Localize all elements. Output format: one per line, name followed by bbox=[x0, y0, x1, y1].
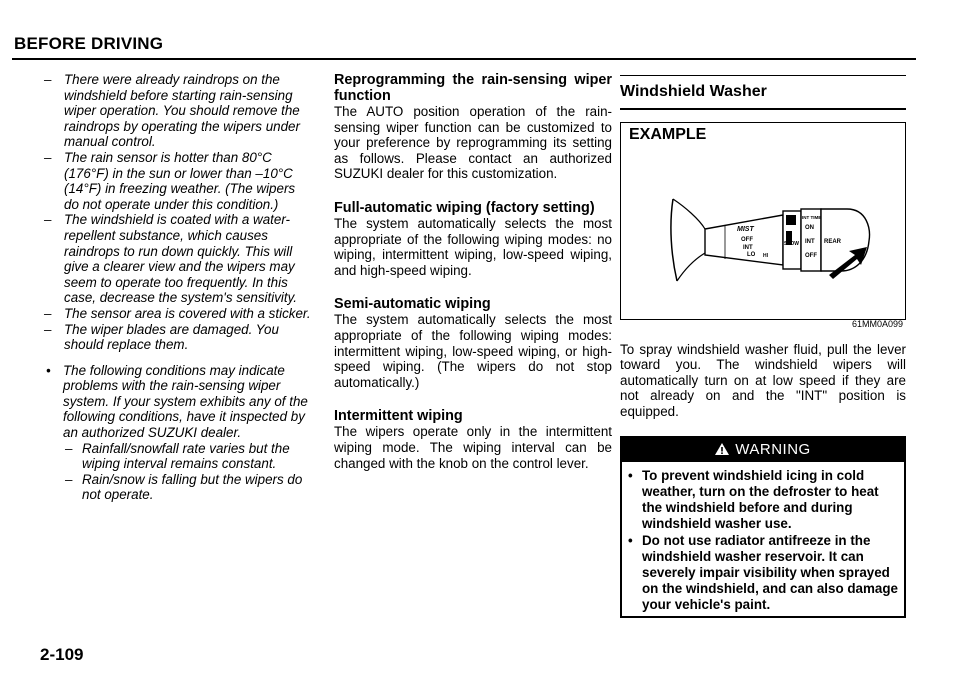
warning-triangle-icon bbox=[715, 443, 729, 455]
page-header-title: BEFORE DRIVING bbox=[14, 34, 164, 53]
section-heading: Full-automatic wiping (factory setting) bbox=[334, 199, 595, 216]
sub-list-item-text: Rainfall/snowfall rate varies but the wiping interval remains constant. bbox=[82, 440, 290, 472]
label-int-time: INT TIME bbox=[802, 214, 822, 220]
bullet-mark: • bbox=[46, 362, 51, 378]
section-text: The system automatically selects the most appropriate of the following wiping modes: intermittent wiping, low-speed wiping, or high-speed wiping. (The wipers do not stop automatically.) bbox=[334, 312, 612, 390]
list-item-text: The wiper blades are damaged. You should replace them. bbox=[64, 321, 279, 353]
label-slow: SLOW bbox=[784, 240, 799, 247]
section-bottom-rule bbox=[620, 108, 906, 110]
warning-bullet-text: To prevent windshield icing in cold weather, turn on the defroster to heat the windshield before and during windshield washer use. bbox=[642, 468, 879, 531]
sub-list-item bbox=[63, 472, 312, 503]
section-text: The AUTO position operation of the rain-sensing wiper function can be customized to your preference by reprogramming its setting as follows. Please contact an authorized SUZUKI dealer for this customization. bbox=[334, 104, 612, 182]
label-mist: MIST bbox=[737, 225, 754, 233]
section-heading: Semi-automatic wiping bbox=[334, 296, 491, 313]
dash-mark: – bbox=[44, 149, 52, 165]
section-intermittent bbox=[334, 408, 612, 471]
middle-column bbox=[334, 72, 612, 489]
page-number: 2-109 bbox=[40, 645, 84, 664]
section-top-rule bbox=[620, 75, 906, 76]
section-reprogramming bbox=[334, 72, 612, 182]
right-column bbox=[620, 72, 906, 618]
dash-mark: – bbox=[44, 305, 52, 321]
example-figure bbox=[620, 122, 906, 329]
dash-mark: – bbox=[44, 321, 52, 337]
sub-list-item bbox=[63, 441, 312, 472]
list-item bbox=[44, 72, 312, 150]
warning-bullet-text: Do not use radiator antifreeze in the windshield washer reservoir. It can severely impair visibility when sprayed on the windshield, and can also damage your vehicle's paint. bbox=[642, 533, 898, 612]
dash-mark: – bbox=[65, 471, 73, 487]
list-item bbox=[44, 212, 312, 306]
label-int: INT bbox=[743, 244, 753, 251]
section-heading: Reprogramming the rain-sensing wiper function bbox=[334, 72, 612, 104]
left-column bbox=[44, 72, 312, 503]
dash-mark: – bbox=[44, 72, 52, 87]
list-item-text: The rain sensor is hotter than 80°C (176°F) in the sun or lower than –10°C (14°F) in freezing weather. (The wipers do not operate under this condition.) bbox=[64, 149, 296, 212]
list-item-text: The windshield is coated with a water-repellent substance, which causes raindrops to run down quickly. This will give a clearer view and the wipers may seem to operate too frequently. In this case, decrease the system's sensitivity. bbox=[64, 212, 298, 306]
label-hi: HI bbox=[763, 252, 768, 259]
warning-bullet bbox=[628, 468, 898, 531]
warning-header bbox=[622, 438, 904, 463]
bullet-mark: • bbox=[628, 468, 633, 484]
list-item-text: The sensor area is covered with a sticker. bbox=[64, 305, 311, 321]
list-item bbox=[44, 306, 312, 322]
section-semi-automatic bbox=[334, 296, 612, 390]
label-rear: REAR bbox=[824, 238, 842, 245]
figure-code: 61MM0A099 bbox=[851, 319, 903, 329]
list-item bbox=[44, 322, 312, 353]
header-rule bbox=[12, 58, 916, 60]
bullet-text: The following conditions may indicate problems with the rain-sensing wiper system. If your system exhibits any of the following conditions, have it inspected by an authorized SUZUKI dealer. bbox=[63, 362, 308, 441]
bullet-mark: • bbox=[628, 533, 633, 549]
dash-mark: – bbox=[65, 440, 73, 456]
label-off: OFF bbox=[741, 236, 753, 243]
warning-title: WARNING bbox=[735, 440, 811, 458]
section-text: The system automatically selects the most appropriate of the following wiping modes: no wiping, intermittent wiping, low-speed wiping, and high-speed wiping. bbox=[334, 215, 612, 278]
warning-box bbox=[620, 436, 906, 619]
warning-body bbox=[622, 462, 904, 616]
section-full-automatic bbox=[334, 200, 612, 278]
label-off-rear: OFF bbox=[805, 252, 817, 259]
windshield-washer-heading: Windshield Washer bbox=[620, 83, 767, 100]
section-heading: Intermittent wiping bbox=[334, 408, 463, 425]
sub-list-item-text: Rain/snow is falling but the wipers do not operate. bbox=[82, 471, 303, 503]
list-item bbox=[44, 150, 312, 212]
list-item-text: There were already raindrops on the windshield before starting rain-sensing wiper operation. You should remove the raindrops by operating the wipers under manual control. bbox=[64, 72, 300, 150]
wiper-lever-illustration bbox=[665, 185, 875, 283]
label-int-rear: INT bbox=[805, 238, 815, 245]
warning-bullet bbox=[628, 533, 898, 612]
dash-mark: – bbox=[44, 212, 52, 228]
label-lo: LO bbox=[747, 251, 756, 258]
example-label: EXAMPLE bbox=[629, 125, 707, 143]
washer-instructions: To spray windshield washer fluid, pull the lever toward you. The windshield wipers will automatically turn on at low speed if they are not already on and the "INT" position is equipped. bbox=[620, 341, 906, 419]
bullet-item bbox=[44, 363, 312, 503]
label-on: ON bbox=[805, 224, 814, 231]
section-text: The wipers operate only in the intermittent wiping mode. The wiping interval can be changed with the knob on the control lever. bbox=[334, 424, 612, 471]
